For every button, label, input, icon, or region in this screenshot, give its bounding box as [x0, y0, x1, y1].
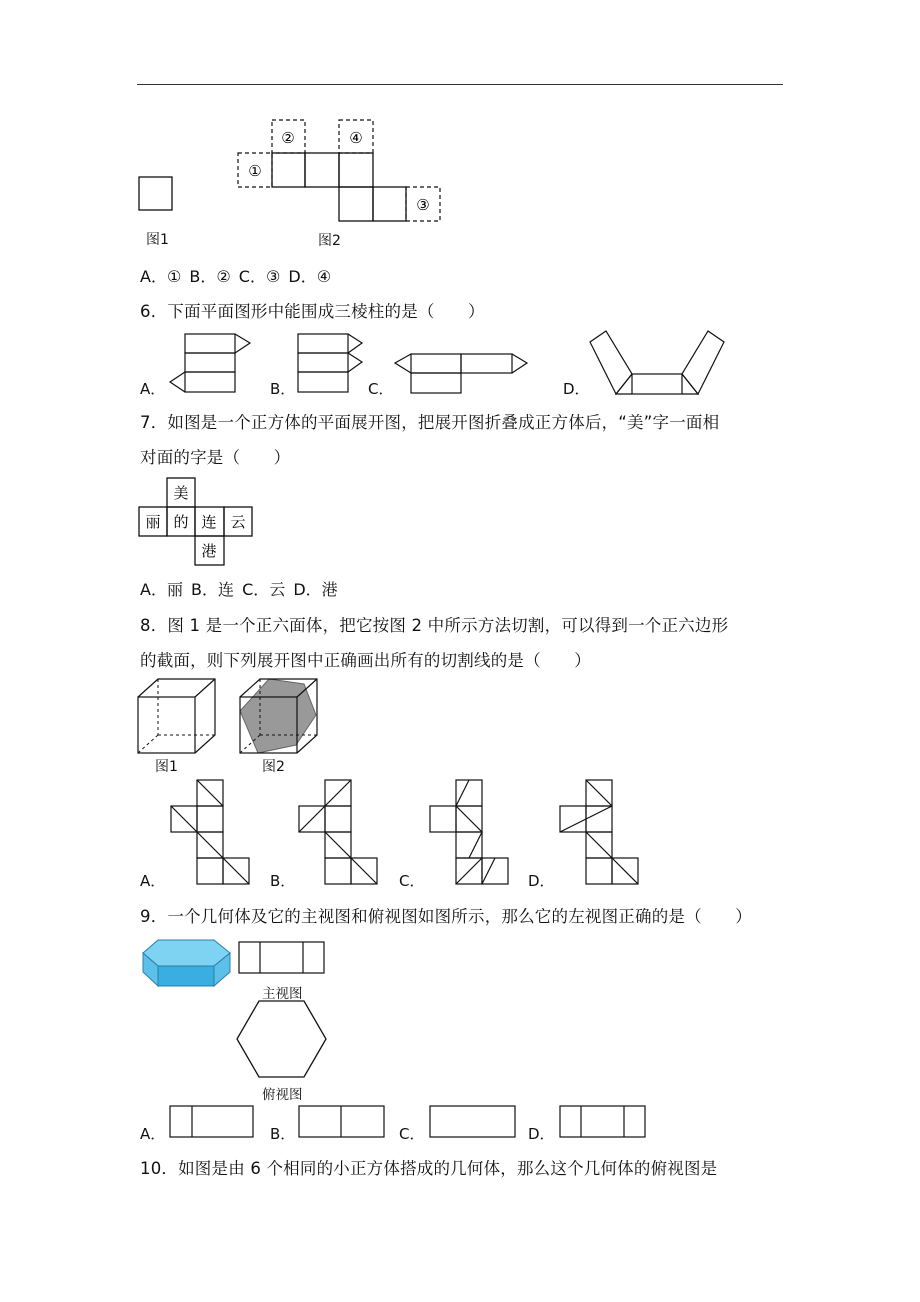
q9-label-b: B． — [270, 1125, 296, 1143]
q6-option-c-figure — [392, 346, 532, 396]
q7-cube-net — [138, 476, 258, 568]
q9-front-view-caption: 主视图 — [262, 986, 303, 1002]
q7-question-line1: 7．如图是一个正方体的平面展开图，把展开图折叠成正方体后，“美”字一面相 — [140, 413, 720, 432]
header-rule — [137, 84, 783, 85]
q6-option-d-figure — [586, 324, 736, 396]
char-mei: 美 — [173, 484, 189, 502]
circled-3: ③ — [416, 196, 430, 214]
q8-label-c: C． — [399, 872, 425, 890]
q5-fig1-square — [138, 176, 174, 212]
prism-front-face — [158, 966, 214, 986]
circled-4: ④ — [349, 129, 363, 147]
q9-front-view — [238, 941, 328, 975]
char-gang: 港 — [201, 542, 217, 560]
q8-label-a: A． — [140, 872, 166, 890]
q9-label-c: C． — [399, 1125, 425, 1143]
q8-question-line2: 的截面，则下列展开图中正确画出所有的切割线的是（ ） — [140, 651, 591, 670]
char-de: 的 — [173, 513, 189, 531]
q8-question-line1: 8．图 1 是一个正六面体，把它按图 2 中所示方法切割，可以得到一个正六边形 — [140, 616, 729, 635]
q9-label-a: A． — [140, 1125, 166, 1143]
q9-top-view-caption: 俯视图 — [262, 1087, 303, 1103]
circled-2: ② — [281, 129, 295, 147]
q6-option-a-figure — [166, 330, 256, 396]
q5-options: A．① B．② C．③ D．④ — [140, 267, 332, 286]
q5-fig1-caption: 图1 — [146, 232, 169, 248]
q6-label-a: A． — [140, 380, 166, 398]
q9-hexagonal-prism — [138, 936, 234, 990]
circled-1: ① — [248, 162, 262, 180]
prism-top-face — [143, 940, 230, 966]
q8-label-b: B． — [270, 872, 296, 890]
q5-fig2-caption: 图2 — [318, 233, 341, 249]
q9-option-b-view — [298, 1105, 386, 1139]
q9-top-view-hexagon — [236, 1000, 328, 1080]
q8-option-d-net — [559, 779, 641, 887]
q9-option-d-view — [559, 1105, 647, 1139]
q6-label-d: D． — [563, 380, 590, 398]
q8-option-b-net — [298, 779, 380, 887]
q7-question-line2: 对面的字是（ ） — [140, 448, 291, 467]
q8-fig1-caption: 图1 — [155, 759, 178, 775]
q8-fig1-cube — [137, 678, 219, 756]
q8-fig2-caption: 图2 — [262, 759, 285, 775]
q6-label-c: C． — [368, 380, 394, 398]
char-yun: 云 — [230, 513, 246, 531]
q9-option-c-view — [429, 1105, 517, 1139]
q9-label-d: D． — [528, 1125, 555, 1143]
q6-label-b: B． — [270, 380, 296, 398]
q8-option-a-net — [170, 779, 252, 887]
q6-question: 6．下面平面图形中能围成三棱柱的是（ ） — [140, 302, 485, 321]
q7-options: A．丽 B．连 C．云 D．港 — [140, 580, 338, 599]
q5-fig2-net — [236, 118, 446, 226]
q10-question: 10．如图是由 6 个相同的小正方体搭成的几何体，那么这个几何体的俯视图是 — [140, 1159, 718, 1178]
char-li: 丽 — [145, 513, 161, 531]
q9-option-a-view — [169, 1105, 255, 1139]
q8-fig2-cube-hexagon — [239, 678, 321, 756]
q8-option-c-net — [429, 779, 511, 887]
q9-question: 9．一个几何体及它的主视图和俯视图如图所示，那么它的左视图正确的是（ ） — [140, 907, 752, 926]
q8-label-d: D． — [528, 872, 555, 890]
char-lian: 连 — [201, 513, 217, 531]
